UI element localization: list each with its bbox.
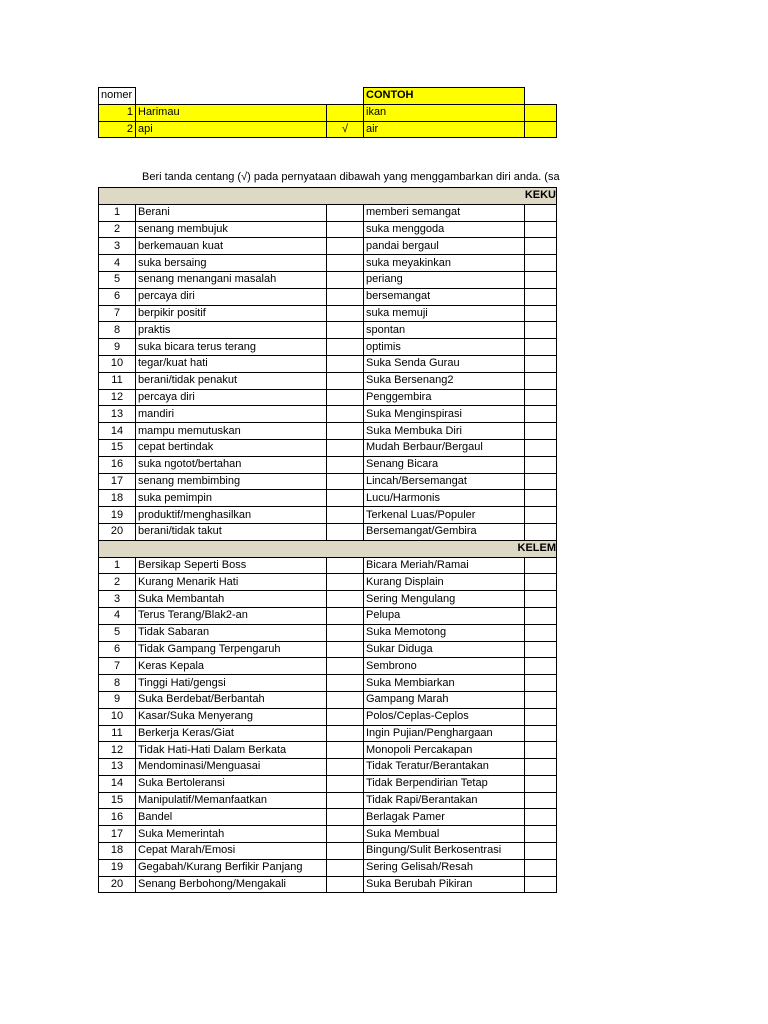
- left-statement[interactable]: berani/tidak takut: [136, 523, 327, 540]
- right-checkbox-cell[interactable]: [525, 238, 557, 255]
- section1-header-row: [99, 188, 557, 205]
- row-number[interactable]: 1: [99, 204, 136, 221]
- right-checkbox-cell[interactable]: [525, 288, 557, 305]
- right-statement[interactable]: pandai bergaul: [364, 238, 525, 255]
- row-number[interactable]: 4: [99, 607, 136, 624]
- right-statement[interactable]: Tidak Berpendirian Tetap: [364, 775, 525, 792]
- table-row: [99, 557, 557, 574]
- table-row: [99, 523, 557, 540]
- left-statement[interactable]: Kasar/Suka Menyerang: [136, 708, 327, 725]
- left-statement[interactable]: berani/tidak penakut: [136, 372, 327, 389]
- right-checkbox-cell[interactable]: [525, 490, 557, 507]
- right-checkbox-cell[interactable]: [525, 473, 557, 490]
- left-statement[interactable]: Tinggi Hati/gengsi: [136, 675, 327, 692]
- example-row-2: [99, 121, 557, 138]
- table-row: [99, 607, 557, 624]
- table-row: [99, 473, 557, 490]
- left-checkbox-cell[interactable]: [327, 775, 364, 792]
- instruction-text: Beri tanda centang (√) pada pernyataan dibawah yang menggambarkan diri anda. (sa: [142, 171, 560, 183]
- left-statement[interactable]: Bersikap Seperti Boss: [136, 557, 327, 574]
- row-number[interactable]: 15: [99, 792, 136, 809]
- left-statement[interactable]: Senang Berbohong/Mengakali: [136, 876, 327, 893]
- left-statement[interactable]: berpikir positif: [136, 305, 327, 322]
- left-statement[interactable]: suka bicara terus terang: [136, 339, 327, 356]
- left-statement[interactable]: percaya diri: [136, 389, 327, 406]
- left-statement[interactable]: Tidak Gampang Terpengaruh: [136, 641, 327, 658]
- row-number[interactable]: 3: [99, 591, 136, 608]
- cell[interactable]: [525, 88, 557, 105]
- left-statement[interactable]: Berkerja Keras/Giat: [136, 725, 327, 742]
- left-statement[interactable]: Terus Terang/Blak2-an: [136, 607, 327, 624]
- row-number[interactable]: 6: [99, 288, 136, 305]
- left-statement[interactable]: Suka Bertoleransi: [136, 775, 327, 792]
- left-statement[interactable]: Suka Berdebat/Berbantah: [136, 691, 327, 708]
- left-checkbox-cell[interactable]: [327, 271, 364, 288]
- right-checkbox-cell[interactable]: [525, 792, 557, 809]
- right-statement[interactable]: Bicara Meriah/Ramai: [364, 557, 525, 574]
- right-statement[interactable]: Suka Membuka Diri: [364, 423, 525, 440]
- right-checkbox-cell[interactable]: [525, 759, 557, 776]
- right-statement[interactable]: Terkenal Luas/Populer: [364, 507, 525, 524]
- left-statement[interactable]: Manipulatif/Memanfaatkan: [136, 792, 327, 809]
- row-number[interactable]: 4: [99, 255, 136, 272]
- left-checkbox-cell[interactable]: [327, 557, 364, 574]
- right-statement[interactable]: Tidak Teratur/Berantakan: [364, 759, 525, 776]
- left-statement[interactable]: Suka Membantah: [136, 591, 327, 608]
- right-checkbox-cell[interactable]: [525, 624, 557, 641]
- left-checkbox-cell[interactable]: [327, 305, 364, 322]
- row-number[interactable]: 14: [99, 423, 136, 440]
- table-row: [99, 591, 557, 608]
- questionnaire-table: [98, 187, 557, 893]
- left-checkbox-cell[interactable]: [327, 809, 364, 826]
- left-statement[interactable]: Suka Memerintah: [136, 826, 327, 843]
- left-checkbox-cell[interactable]: [327, 406, 364, 423]
- right-checkbox-cell[interactable]: [525, 725, 557, 742]
- row-number[interactable]: 14: [99, 775, 136, 792]
- right-checkbox-cell[interactable]: [525, 507, 557, 524]
- row-number[interactable]: 17: [99, 826, 136, 843]
- right-statement[interactable]: Sembrono: [364, 658, 525, 675]
- left-statement[interactable]: Kurang Menarik Hati: [136, 574, 327, 591]
- table-row: [99, 708, 557, 725]
- table-row: [99, 507, 557, 524]
- right-statement[interactable]: Suka Membual: [364, 826, 525, 843]
- row-number[interactable]: 11: [99, 725, 136, 742]
- right-statement[interactable]: Suka Senda Gurau: [364, 355, 525, 372]
- table-row: [99, 271, 557, 288]
- example-header-row: [99, 88, 557, 105]
- right-checkbox-cell[interactable]: [525, 826, 557, 843]
- left-checkbox-cell[interactable]: [327, 204, 364, 221]
- left-checkbox-cell[interactable]: [327, 792, 364, 809]
- left-checkbox-cell[interactable]: [327, 725, 364, 742]
- example-right[interactable]: ikan: [364, 104, 525, 121]
- example-mark[interactable]: [327, 104, 364, 121]
- example-left[interactable]: Harimau: [136, 104, 327, 121]
- right-checkbox-cell[interactable]: [525, 523, 557, 540]
- left-checkbox-cell[interactable]: [327, 423, 364, 440]
- right-statement[interactable]: suka memuji: [364, 305, 525, 322]
- row-number[interactable]: 13: [99, 759, 136, 776]
- right-statement[interactable]: optimis: [364, 339, 525, 356]
- left-checkbox-cell[interactable]: [327, 658, 364, 675]
- row-number[interactable]: 12: [99, 742, 136, 759]
- right-statement[interactable]: Gampang Marah: [364, 691, 525, 708]
- example-no[interactable]: 2: [99, 121, 136, 138]
- left-checkbox-cell[interactable]: [327, 389, 364, 406]
- left-checkbox-cell[interactable]: [327, 355, 364, 372]
- row-number[interactable]: 20: [99, 876, 136, 893]
- right-statement[interactable]: Kurang Displain: [364, 574, 525, 591]
- right-checkbox-cell[interactable]: [525, 204, 557, 221]
- table-row: [99, 624, 557, 641]
- left-checkbox-cell[interactable]: [327, 372, 364, 389]
- right-statement[interactable]: Suka Membiarkan: [364, 675, 525, 692]
- left-statement[interactable]: percaya diri: [136, 288, 327, 305]
- right-statement[interactable]: Suka Menginspirasi: [364, 406, 525, 423]
- row-number[interactable]: 13: [99, 406, 136, 423]
- right-checkbox-cell[interactable]: [525, 641, 557, 658]
- section1-title[interactable]: KEKU: [99, 188, 557, 205]
- table-row: [99, 809, 557, 826]
- left-checkbox-cell[interactable]: [327, 490, 364, 507]
- table-row: [99, 255, 557, 272]
- right-statement[interactable]: spontan: [364, 322, 525, 339]
- right-checkbox-cell[interactable]: [525, 809, 557, 826]
- table-row: [99, 339, 557, 356]
- left-checkbox-cell[interactable]: [327, 523, 364, 540]
- table-row: [99, 204, 557, 221]
- row-number[interactable]: 19: [99, 859, 136, 876]
- row-number[interactable]: 5: [99, 624, 136, 641]
- header-nomer[interactable]: nomer: [99, 88, 136, 105]
- right-checkbox-cell[interactable]: [525, 775, 557, 792]
- row-number[interactable]: 18: [99, 843, 136, 860]
- right-statement[interactable]: Sering Gelisah/Resah: [364, 859, 525, 876]
- right-checkbox-cell[interactable]: [525, 439, 557, 456]
- left-statement[interactable]: senang membujuk: [136, 221, 327, 238]
- left-statement[interactable]: suka pemimpin: [136, 490, 327, 507]
- table-row: [99, 792, 557, 809]
- right-checkbox-cell[interactable]: [525, 742, 557, 759]
- right-statement[interactable]: Polos/Ceplas-Ceplos: [364, 708, 525, 725]
- left-statement[interactable]: suka ngotot/bertahan: [136, 456, 327, 473]
- right-statement[interactable]: Penggembira: [364, 389, 525, 406]
- left-statement[interactable]: Bandel: [136, 809, 327, 826]
- right-checkbox-cell[interactable]: [525, 675, 557, 692]
- right-statement[interactable]: periang: [364, 271, 525, 288]
- left-statement[interactable]: Mendominasi/Menguasai: [136, 759, 327, 776]
- right-statement[interactable]: Suka Bersenang2: [364, 372, 525, 389]
- right-statement[interactable]: Lincah/Bersemangat: [364, 473, 525, 490]
- right-statement[interactable]: Lucu/Harmonis: [364, 490, 525, 507]
- row-number[interactable]: 9: [99, 339, 136, 356]
- left-checkbox-cell[interactable]: [327, 675, 364, 692]
- right-statement[interactable]: suka meyakinkan: [364, 255, 525, 272]
- left-statement[interactable]: Cepat Marah/Emosi: [136, 843, 327, 860]
- table-row: [99, 759, 557, 776]
- left-statement[interactable]: senang menangani masalah: [136, 271, 327, 288]
- table-row: [99, 456, 557, 473]
- left-checkbox-cell[interactable]: [327, 507, 364, 524]
- right-statement[interactable]: bersemangat: [364, 288, 525, 305]
- right-statement[interactable]: Sukar Diduga: [364, 641, 525, 658]
- right-checkbox-cell[interactable]: [525, 322, 557, 339]
- example-right[interactable]: air: [364, 121, 525, 138]
- left-statement[interactable]: suka bersaing: [136, 255, 327, 272]
- right-checkbox-cell[interactable]: [525, 574, 557, 591]
- left-checkbox-cell[interactable]: [327, 624, 364, 641]
- right-checkbox-cell[interactable]: [525, 423, 557, 440]
- right-checkbox-cell[interactable]: [525, 607, 557, 624]
- example-row-1: [99, 104, 557, 121]
- table-row: [99, 288, 557, 305]
- table-row: [99, 490, 557, 507]
- table-row: [99, 389, 557, 406]
- row-number[interactable]: 15: [99, 439, 136, 456]
- header-contoh[interactable]: CONTOH: [364, 88, 525, 105]
- right-checkbox-cell[interactable]: [525, 305, 557, 322]
- left-statement[interactable]: mampu memutuskan: [136, 423, 327, 440]
- right-checkbox-cell[interactable]: [525, 255, 557, 272]
- right-statement[interactable]: Bingung/Sulit Berkosentrasi: [364, 843, 525, 860]
- row-number[interactable]: 7: [99, 305, 136, 322]
- row-number[interactable]: 10: [99, 355, 136, 372]
- row-number[interactable]: 2: [99, 221, 136, 238]
- example-left[interactable]: api: [136, 121, 327, 138]
- table-row: [99, 775, 557, 792]
- left-checkbox-cell[interactable]: [327, 876, 364, 893]
- right-checkbox-cell[interactable]: [525, 591, 557, 608]
- table-row: [99, 742, 557, 759]
- right-statement[interactable]: suka menggoda: [364, 221, 525, 238]
- row-number[interactable]: 8: [99, 675, 136, 692]
- table-row: [99, 826, 557, 843]
- row-number[interactable]: 12: [99, 389, 136, 406]
- right-statement[interactable]: memberi semangat: [364, 204, 525, 221]
- table-row: [99, 876, 557, 893]
- right-checkbox-cell[interactable]: [525, 456, 557, 473]
- table-row: [99, 355, 557, 372]
- left-statement[interactable]: mandiri: [136, 406, 327, 423]
- right-checkbox-cell[interactable]: [525, 406, 557, 423]
- row-number[interactable]: 17: [99, 473, 136, 490]
- table-row: [99, 238, 557, 255]
- right-checkbox-cell[interactable]: [525, 691, 557, 708]
- right-checkbox-cell[interactable]: [525, 339, 557, 356]
- left-checkbox-cell[interactable]: [327, 456, 364, 473]
- right-statement[interactable]: Berlagak Pamer: [364, 809, 525, 826]
- table-row: [99, 658, 557, 675]
- table-row: [99, 372, 557, 389]
- example-table: [98, 87, 557, 138]
- table-row: [99, 859, 557, 876]
- row-number[interactable]: 20: [99, 523, 136, 540]
- table-row: [99, 641, 557, 658]
- left-checkbox-cell[interactable]: [327, 691, 364, 708]
- right-statement[interactable]: Bersemangat/Gembira: [364, 523, 525, 540]
- left-statement[interactable]: produktif/menghasilkan: [136, 507, 327, 524]
- table-row: [99, 406, 557, 423]
- right-checkbox-cell[interactable]: [525, 271, 557, 288]
- left-statement[interactable]: Tidak Hati-Hati Dalam Berkata: [136, 742, 327, 759]
- row-number[interactable]: 10: [99, 708, 136, 725]
- cell[interactable]: [136, 88, 327, 105]
- right-statement[interactable]: Mudah Berbaur/Bergaul: [364, 439, 525, 456]
- left-statement[interactable]: tegar/kuat hati: [136, 355, 327, 372]
- right-checkbox-cell[interactable]: [525, 658, 557, 675]
- table-row: [99, 439, 557, 456]
- left-checkbox-cell[interactable]: [327, 473, 364, 490]
- left-checkbox-cell[interactable]: [327, 859, 364, 876]
- left-statement[interactable]: senang membimbing: [136, 473, 327, 490]
- right-statement[interactable]: Suka Memotong: [364, 624, 525, 641]
- table-row: [99, 423, 557, 440]
- left-checkbox-cell[interactable]: [327, 339, 364, 356]
- left-statement[interactable]: praktis: [136, 322, 327, 339]
- left-checkbox-cell[interactable]: [327, 238, 364, 255]
- row-number[interactable]: 7: [99, 658, 136, 675]
- right-statement[interactable]: Sering Mengulang: [364, 591, 525, 608]
- row-number[interactable]: 16: [99, 809, 136, 826]
- row-number[interactable]: 2: [99, 574, 136, 591]
- section2-title[interactable]: KELEM: [99, 540, 557, 557]
- right-statement[interactable]: Ingin Pujian/Penghargaan: [364, 725, 525, 742]
- right-checkbox-cell[interactable]: [525, 221, 557, 238]
- left-statement[interactable]: Tidak Sabaran: [136, 624, 327, 641]
- table-row: [99, 691, 557, 708]
- left-statement[interactable]: berkemauan kuat: [136, 238, 327, 255]
- right-checkbox-cell[interactable]: [525, 557, 557, 574]
- row-number[interactable]: 8: [99, 322, 136, 339]
- table-row: [99, 322, 557, 339]
- left-checkbox-cell[interactable]: [327, 742, 364, 759]
- left-checkbox-cell[interactable]: [327, 607, 364, 624]
- row-number[interactable]: 3: [99, 238, 136, 255]
- row-number[interactable]: 6: [99, 641, 136, 658]
- example-no[interactable]: 1: [99, 104, 136, 121]
- section2-header-row: [99, 540, 557, 557]
- left-statement[interactable]: cepat bertindak: [136, 439, 327, 456]
- row-number[interactable]: 9: [99, 691, 136, 708]
- left-checkbox-cell[interactable]: [327, 591, 364, 608]
- table-row: [99, 574, 557, 591]
- cell[interactable]: [327, 88, 364, 105]
- spreadsheet: [98, 0, 580, 1024]
- left-statement[interactable]: Gegabah/Kurang Berfikir Panjang: [136, 859, 327, 876]
- left-statement[interactable]: Keras Kepala: [136, 658, 327, 675]
- right-checkbox-cell[interactable]: [525, 355, 557, 372]
- left-checkbox-cell[interactable]: [327, 288, 364, 305]
- row-number[interactable]: 5: [99, 271, 136, 288]
- right-statement[interactable]: Senang Bicara: [364, 456, 525, 473]
- left-checkbox-cell[interactable]: [327, 221, 364, 238]
- right-checkbox-cell[interactable]: [525, 876, 557, 893]
- right-checkbox-cell[interactable]: [525, 843, 557, 860]
- right-checkbox-cell[interactable]: [525, 389, 557, 406]
- right-checkbox-cell[interactable]: [525, 372, 557, 389]
- row-number[interactable]: 18: [99, 490, 136, 507]
- right-statement[interactable]: Suka Berubah Pikiran: [364, 876, 525, 893]
- table-row: [99, 221, 557, 238]
- left-checkbox-cell[interactable]: [327, 322, 364, 339]
- table-row: [99, 843, 557, 860]
- right-statement[interactable]: Monopoli Percakapan: [364, 742, 525, 759]
- left-checkbox-cell[interactable]: [327, 826, 364, 843]
- left-checkbox-cell[interactable]: [327, 641, 364, 658]
- right-checkbox-cell[interactable]: [525, 708, 557, 725]
- left-checkbox-cell[interactable]: [327, 255, 364, 272]
- left-checkbox-cell[interactable]: [327, 759, 364, 776]
- example-mark[interactable]: √: [327, 121, 364, 138]
- example-mark-right[interactable]: [525, 121, 557, 138]
- right-statement[interactable]: Pelupa: [364, 607, 525, 624]
- table-row: [99, 725, 557, 742]
- row-number[interactable]: 11: [99, 372, 136, 389]
- table-row: [99, 675, 557, 692]
- left-checkbox-cell[interactable]: [327, 843, 364, 860]
- right-statement[interactable]: Tidak Rapi/Berantakan: [364, 792, 525, 809]
- left-checkbox-cell[interactable]: [327, 708, 364, 725]
- row-number[interactable]: 19: [99, 507, 136, 524]
- left-checkbox-cell[interactable]: [327, 574, 364, 591]
- left-checkbox-cell[interactable]: [327, 439, 364, 456]
- left-statement[interactable]: Berani: [136, 204, 327, 221]
- table-row: [99, 305, 557, 322]
- right-checkbox-cell[interactable]: [525, 859, 557, 876]
- row-number[interactable]: 16: [99, 456, 136, 473]
- row-number[interactable]: 1: [99, 557, 136, 574]
- example-mark-right[interactable]: [525, 104, 557, 121]
